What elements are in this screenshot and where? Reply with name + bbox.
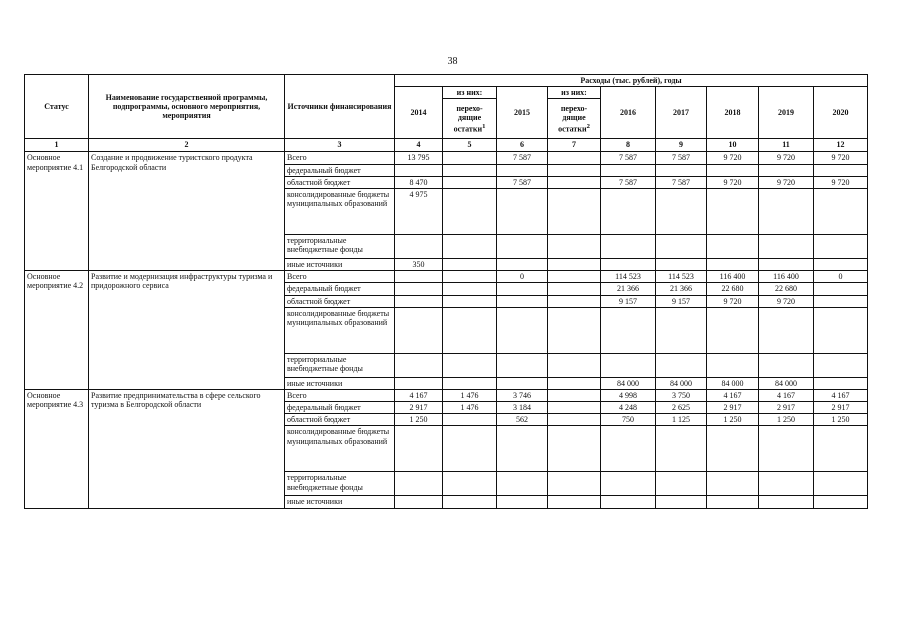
amount-cell: 2 917 bbox=[759, 402, 814, 414]
amount-cell bbox=[759, 234, 814, 258]
amount-cell: 84 000 bbox=[601, 377, 656, 389]
amount-cell: 4 975 bbox=[395, 188, 443, 234]
amount-cell bbox=[443, 152, 497, 164]
amount-cell bbox=[814, 234, 868, 258]
amount-cell bbox=[601, 164, 656, 176]
column-number: 11 bbox=[759, 139, 814, 152]
amount-cell bbox=[443, 414, 497, 426]
amount-cell bbox=[814, 258, 868, 270]
column-number-row bbox=[25, 139, 868, 152]
amount-cell: 13 795 bbox=[395, 152, 443, 164]
amount-cell: 1 125 bbox=[656, 414, 707, 426]
amount-cell bbox=[656, 307, 707, 353]
amount-cell bbox=[656, 496, 707, 508]
amount-cell: 2 917 bbox=[707, 402, 759, 414]
activity-name: Создание и продвижение туристского продукта Белгородской области bbox=[89, 152, 285, 271]
amount-cell bbox=[497, 188, 548, 234]
column-number: 5 bbox=[443, 139, 497, 152]
header-year-2020: 2020 bbox=[814, 87, 868, 139]
amount-cell bbox=[601, 426, 656, 472]
amount-cell bbox=[548, 307, 601, 353]
funding-source: территориальные внебюджетные фонды bbox=[285, 472, 395, 496]
amount-cell: 1 250 bbox=[707, 414, 759, 426]
amount-cell: 4 167 bbox=[707, 389, 759, 401]
activity-status: Основное мероприятие 4.2 bbox=[25, 271, 89, 390]
amount-cell: 7 587 bbox=[601, 152, 656, 164]
amount-cell bbox=[707, 496, 759, 508]
amount-cell bbox=[395, 295, 443, 307]
amount-cell: 21 366 bbox=[656, 283, 707, 295]
amount-cell bbox=[656, 353, 707, 377]
amount-cell bbox=[395, 472, 443, 496]
amount-cell bbox=[814, 283, 868, 295]
header-year-2015: 2015 bbox=[497, 87, 548, 139]
amount-cell bbox=[814, 188, 868, 234]
amount-cell bbox=[601, 496, 656, 508]
financing-table bbox=[24, 74, 868, 509]
amount-cell bbox=[759, 472, 814, 496]
header-of-them-2: из них: bbox=[548, 87, 601, 99]
funding-source: иные источники bbox=[285, 377, 395, 389]
amount-cell bbox=[443, 307, 497, 353]
column-number: 4 bbox=[395, 139, 443, 152]
amount-cell: 84 000 bbox=[759, 377, 814, 389]
amount-cell bbox=[497, 295, 548, 307]
activity-name: Развитие предпринимательства в сфере сельского туризма в Белгородской области bbox=[89, 389, 285, 508]
amount-cell: 1 476 bbox=[443, 389, 497, 401]
header-carryover-2: перехо-дящие остатки$^2$ bbox=[548, 99, 601, 139]
column-number: 6 bbox=[497, 139, 548, 152]
amount-cell: 22 680 bbox=[759, 283, 814, 295]
column-number: 3 bbox=[285, 139, 395, 152]
funding-source: областной бюджет bbox=[285, 295, 395, 307]
amount-cell bbox=[601, 188, 656, 234]
amount-cell: 562 bbox=[497, 414, 548, 426]
funding-source: областной бюджет bbox=[285, 414, 395, 426]
funding-source: территориальные внебюджетные фонды bbox=[285, 353, 395, 377]
amount-cell: 116 400 bbox=[759, 271, 814, 283]
amount-cell bbox=[601, 353, 656, 377]
amount-cell: 9 720 bbox=[814, 176, 868, 188]
amount-cell: 1 250 bbox=[814, 414, 868, 426]
header-expenses: Расходы (тыс. рублей), годы bbox=[395, 75, 868, 87]
amount-cell bbox=[395, 164, 443, 176]
amount-cell bbox=[759, 258, 814, 270]
amount-cell bbox=[443, 283, 497, 295]
amount-cell bbox=[443, 496, 497, 508]
amount-cell bbox=[497, 472, 548, 496]
amount-cell bbox=[548, 295, 601, 307]
activity-name: Развитие и модернизация инфраструктуры туризма и придорожного сервиса bbox=[89, 271, 285, 390]
header-carryover-1: перехо-дящие остатки$^1$ bbox=[443, 99, 497, 139]
header-year-2014: 2014 bbox=[395, 87, 443, 139]
amount-cell: 7 587 bbox=[601, 176, 656, 188]
funding-source: областной бюджет bbox=[285, 176, 395, 188]
amount-cell bbox=[443, 353, 497, 377]
amount-cell: 4 248 bbox=[601, 402, 656, 414]
amount-cell: 9 720 bbox=[759, 152, 814, 164]
amount-cell bbox=[395, 283, 443, 295]
amount-cell bbox=[656, 234, 707, 258]
amount-cell: 9 157 bbox=[601, 295, 656, 307]
header-of-them-1: из них: bbox=[443, 87, 497, 99]
amount-cell: 84 000 bbox=[656, 377, 707, 389]
amount-cell bbox=[497, 377, 548, 389]
amount-cell bbox=[548, 389, 601, 401]
amount-cell bbox=[656, 472, 707, 496]
amount-cell bbox=[656, 258, 707, 270]
amount-cell bbox=[443, 472, 497, 496]
amount-cell: 1 250 bbox=[759, 414, 814, 426]
funding-source: Всего bbox=[285, 152, 395, 164]
amount-cell: 9 157 bbox=[656, 295, 707, 307]
footnote-1: 1 bbox=[482, 122, 486, 130]
funding-source: консолидированные бюджеты муниципальных образований bbox=[285, 426, 395, 472]
amount-cell bbox=[548, 472, 601, 496]
amount-cell: 2 625 bbox=[656, 402, 707, 414]
amount-cell: 0 bbox=[814, 271, 868, 283]
amount-cell bbox=[548, 188, 601, 234]
amount-cell bbox=[548, 353, 601, 377]
amount-cell bbox=[548, 271, 601, 283]
table-row bbox=[25, 389, 868, 401]
amount-cell bbox=[814, 472, 868, 496]
amount-cell: 9 720 bbox=[814, 152, 868, 164]
amount-cell: 84 000 bbox=[707, 377, 759, 389]
amount-cell bbox=[395, 353, 443, 377]
amount-cell: 114 523 bbox=[601, 271, 656, 283]
amount-cell bbox=[395, 271, 443, 283]
amount-cell bbox=[497, 307, 548, 353]
amount-cell: 750 bbox=[601, 414, 656, 426]
amount-cell bbox=[548, 283, 601, 295]
amount-cell bbox=[707, 353, 759, 377]
amount-cell: 4 998 bbox=[601, 389, 656, 401]
funding-source: Всего bbox=[285, 389, 395, 401]
funding-source: иные источники bbox=[285, 258, 395, 270]
amount-cell bbox=[497, 234, 548, 258]
amount-cell bbox=[601, 234, 656, 258]
amount-cell bbox=[443, 295, 497, 307]
amount-cell bbox=[443, 426, 497, 472]
amount-cell bbox=[814, 164, 868, 176]
amount-cell bbox=[443, 234, 497, 258]
amount-cell bbox=[497, 353, 548, 377]
amount-cell: 8 470 bbox=[395, 176, 443, 188]
column-number: 8 bbox=[601, 139, 656, 152]
amount-cell bbox=[497, 258, 548, 270]
amount-cell bbox=[443, 188, 497, 234]
column-number: 12 bbox=[814, 139, 868, 152]
header-sources: Источники финансирования bbox=[285, 75, 395, 139]
amount-cell: 9 720 bbox=[759, 295, 814, 307]
amount-cell: 116 400 bbox=[707, 271, 759, 283]
amount-cell bbox=[707, 188, 759, 234]
amount-cell bbox=[443, 176, 497, 188]
amount-cell bbox=[814, 295, 868, 307]
amount-cell bbox=[759, 188, 814, 234]
amount-cell bbox=[443, 271, 497, 283]
amount-cell: 7 587 bbox=[656, 176, 707, 188]
amount-cell: 4 167 bbox=[395, 389, 443, 401]
funding-source: иные источники bbox=[285, 496, 395, 508]
column-number: 9 bbox=[656, 139, 707, 152]
amount-cell bbox=[548, 402, 601, 414]
funding-source: консолидированные бюджеты муниципальных образований bbox=[285, 307, 395, 353]
table-row bbox=[25, 271, 868, 283]
activity-status: Основное мероприятие 4.3 bbox=[25, 389, 89, 508]
amount-cell bbox=[395, 377, 443, 389]
amount-cell bbox=[814, 377, 868, 389]
header-year-2019: 2019 bbox=[759, 87, 814, 139]
amount-cell bbox=[548, 258, 601, 270]
column-number: 2 bbox=[89, 139, 285, 152]
amount-cell bbox=[656, 164, 707, 176]
funding-source: федеральный бюджет bbox=[285, 402, 395, 414]
amount-cell bbox=[601, 307, 656, 353]
amount-cell bbox=[759, 426, 814, 472]
amount-cell bbox=[759, 307, 814, 353]
amount-cell bbox=[814, 426, 868, 472]
footnote-2: 2 bbox=[586, 122, 590, 130]
funding-source: консолидированные бюджеты муниципальных образований bbox=[285, 188, 395, 234]
amount-cell: 9 720 bbox=[707, 152, 759, 164]
amount-cell bbox=[707, 426, 759, 472]
amount-cell bbox=[548, 164, 601, 176]
amount-cell: 114 523 bbox=[656, 271, 707, 283]
amount-cell bbox=[497, 164, 548, 176]
amount-cell bbox=[548, 234, 601, 258]
amount-cell bbox=[707, 258, 759, 270]
amount-cell bbox=[707, 472, 759, 496]
amount-cell bbox=[601, 258, 656, 270]
amount-cell: 4 167 bbox=[814, 389, 868, 401]
amount-cell: 7 587 bbox=[656, 152, 707, 164]
amount-cell bbox=[814, 496, 868, 508]
amount-cell: 21 366 bbox=[601, 283, 656, 295]
amount-cell bbox=[548, 496, 601, 508]
amount-cell bbox=[395, 234, 443, 258]
amount-cell bbox=[601, 472, 656, 496]
amount-cell: 0 bbox=[497, 271, 548, 283]
amount-cell: 350 bbox=[395, 258, 443, 270]
header-year-2017: 2017 bbox=[656, 87, 707, 139]
amount-cell: 2 917 bbox=[814, 402, 868, 414]
amount-cell: 3 184 bbox=[497, 402, 548, 414]
amount-cell bbox=[656, 188, 707, 234]
page-number: 38 bbox=[447, 56, 458, 67]
amount-cell bbox=[707, 164, 759, 176]
funding-source: территориальные внебюджетные фонды bbox=[285, 234, 395, 258]
column-number: 1 bbox=[25, 139, 89, 152]
amount-cell: 7 587 bbox=[497, 176, 548, 188]
amount-cell: 3 746 bbox=[497, 389, 548, 401]
amount-cell bbox=[548, 152, 601, 164]
amount-cell bbox=[497, 283, 548, 295]
amount-cell: 1 476 bbox=[443, 402, 497, 414]
amount-cell bbox=[814, 307, 868, 353]
amount-cell: 4 167 bbox=[759, 389, 814, 401]
amount-cell bbox=[656, 426, 707, 472]
amount-cell: 9 720 bbox=[707, 295, 759, 307]
activity-status: Основное мероприятие 4.1 bbox=[25, 152, 89, 271]
amount-cell bbox=[707, 307, 759, 353]
amount-cell bbox=[759, 496, 814, 508]
column-number: 10 bbox=[707, 139, 759, 152]
amount-cell: 2 917 bbox=[395, 402, 443, 414]
amount-cell bbox=[759, 164, 814, 176]
funding-source: федеральный бюджет bbox=[285, 164, 395, 176]
amount-cell bbox=[707, 234, 759, 258]
amount-cell: 22 680 bbox=[707, 283, 759, 295]
amount-cell: 7 587 bbox=[497, 152, 548, 164]
amount-cell: 3 750 bbox=[656, 389, 707, 401]
header-name: Наименование государственной программы, подпрограммы, основного мероприятия, мероприятия bbox=[89, 75, 285, 139]
amount-cell bbox=[395, 307, 443, 353]
amount-cell bbox=[548, 377, 601, 389]
header-status: Статус bbox=[25, 75, 89, 139]
amount-cell bbox=[759, 353, 814, 377]
amount-cell bbox=[395, 426, 443, 472]
funding-source: Всего bbox=[285, 271, 395, 283]
amount-cell: 9 720 bbox=[759, 176, 814, 188]
amount-cell bbox=[548, 176, 601, 188]
amount-cell bbox=[548, 426, 601, 472]
amount-cell: 1 250 bbox=[395, 414, 443, 426]
amount-cell bbox=[443, 164, 497, 176]
amount-cell bbox=[497, 496, 548, 508]
column-number: 7 bbox=[548, 139, 601, 152]
amount-cell: 9 720 bbox=[707, 176, 759, 188]
header-year-2016: 2016 bbox=[601, 87, 656, 139]
table-row bbox=[25, 152, 868, 164]
header-year-2018: 2018 bbox=[707, 87, 759, 139]
amount-cell bbox=[497, 426, 548, 472]
amount-cell bbox=[443, 377, 497, 389]
amount-cell bbox=[395, 496, 443, 508]
amount-cell bbox=[443, 258, 497, 270]
funding-source: федеральный бюджет bbox=[285, 283, 395, 295]
amount-cell bbox=[548, 414, 601, 426]
amount-cell bbox=[814, 353, 868, 377]
